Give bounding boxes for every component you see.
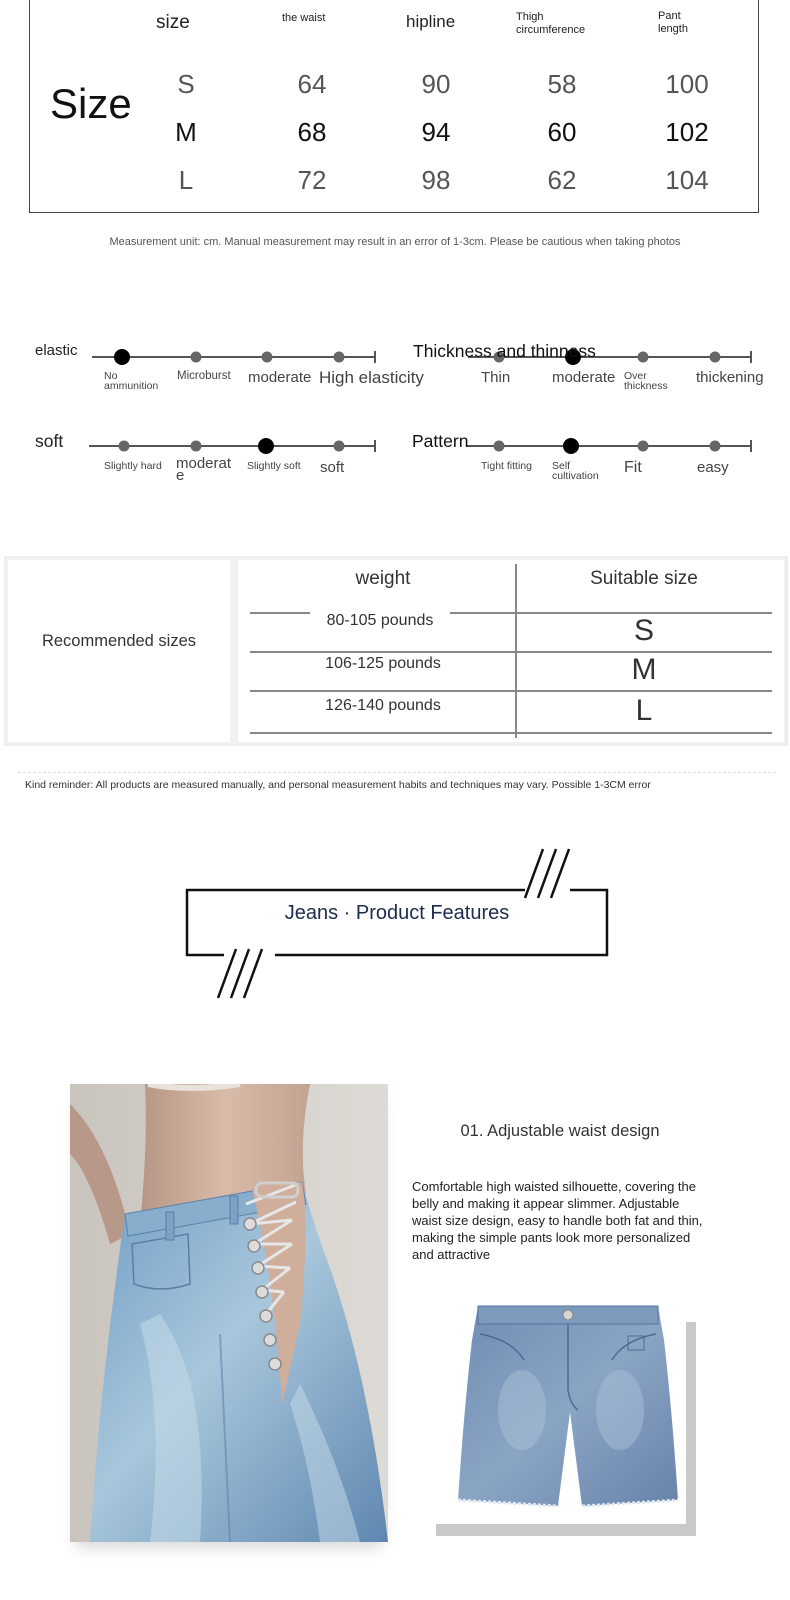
table-divider <box>250 690 772 692</box>
model-jeans-photo <box>70 1084 388 1542</box>
header-pant-length: Pant length <box>658 10 688 35</box>
table-divider <box>250 732 772 734</box>
scale-option-label: Thin <box>481 369 511 386</box>
thigh-cell: 58 <box>547 69 577 99</box>
thigh-cell: 60 <box>547 117 577 147</box>
scale-option-label: thickening <box>696 369 764 386</box>
scale-dot-soft-slightly-soft <box>258 438 274 454</box>
size-cell: M <box>175 117 197 147</box>
scale-dot-pattern-fit <box>638 441 649 452</box>
scale-option-label: Tight fitting <box>481 460 532 472</box>
scale-option-label: Fit <box>624 459 642 476</box>
hipline-cell: 90 <box>421 69 451 99</box>
denim-shorts-image <box>432 1300 702 1540</box>
suitable-size-cell: S <box>633 614 654 647</box>
feature-item-description: Comfortable high waisted silhouette, covering the belly and making it appear slimmer. Adjustable waist size design, easy to handle both fat and thin, making the simple pants look more personalized and attractive <box>412 1179 703 1262</box>
suitable-size-header: Suitable size <box>590 568 698 589</box>
scale-dot-pattern-self-cultivation <box>563 438 579 454</box>
suitable-size-cell: M <box>631 653 657 686</box>
waist-cell: 68 <box>297 117 327 147</box>
thigh-cell: 62 <box>547 165 577 195</box>
weight-cell: 126-140 pounds <box>325 697 441 714</box>
scale-option-label: Microburst <box>177 370 231 382</box>
scale-option-label: moderate <box>552 369 616 386</box>
size-chart-label: Size <box>50 80 132 127</box>
weight-cell: 80-105 pounds <box>310 612 450 630</box>
scale-dot-elastic-moderate <box>262 352 273 363</box>
scale-title-thickness: Thickness and thinness <box>413 341 596 361</box>
scale-dot-thickness-thickening <box>710 352 721 363</box>
waist-cell: 72 <box>297 165 327 195</box>
suitable-size-cell: L <box>635 694 653 727</box>
scale-dot-soft-soft <box>334 441 345 452</box>
hipline-cell: 98 <box>421 165 451 195</box>
length-cell: 100 <box>665 69 709 99</box>
recommended-label-panel <box>8 560 230 742</box>
recommended-sizes-label: Recommended sizes <box>41 632 197 650</box>
scale-dot-pattern-easy <box>710 441 721 452</box>
header-hipline: hipline <box>406 12 456 31</box>
scale-option-label: easy <box>697 459 729 476</box>
length-cell: 104 <box>665 165 709 195</box>
scale-option-label: moderate <box>248 369 312 386</box>
length-cell: 102 <box>665 117 709 147</box>
scale-option-label: Self cultivation <box>552 460 599 482</box>
waist-cell: 64 <box>297 69 327 99</box>
scale-end-tick <box>374 351 376 363</box>
scale-dot-soft-moderate <box>191 441 202 452</box>
weight-header: weight <box>355 568 411 589</box>
dashed-divider <box>18 772 776 773</box>
scale-title-pattern: Pattern <box>412 431 469 451</box>
scale-end-tick <box>750 351 752 363</box>
measurement-note: Measurement unit: cm. Manual measurement may result in an error of 1-3cm. Please be cautious when taking photos <box>109 236 681 248</box>
size-cell: L <box>178 165 194 195</box>
weight-cell: 106-125 pounds <box>325 655 441 672</box>
scale-dot-elastic-microburst <box>191 352 202 363</box>
scale-end-tick <box>750 440 752 452</box>
scale-option-label: Over thickness <box>624 370 668 392</box>
scale-title-soft: soft <box>35 431 64 451</box>
scale-option-label: moderat e <box>176 455 232 484</box>
feature-item-title: 01. Adjustable waist design <box>460 1122 660 1140</box>
scale-dot-soft-slightly-hard <box>119 441 130 452</box>
scale-dot-elastic-high <box>334 352 345 363</box>
scale-dot-thickness-over <box>638 352 649 363</box>
scale-option-label: High elasticity <box>319 368 424 387</box>
scale-end-tick <box>374 440 376 452</box>
scale-dot-elastic-no-ammunition <box>114 349 130 365</box>
scale-option-label: soft <box>320 459 345 476</box>
header-thigh: Thigh circumference <box>516 11 586 36</box>
scale-option-label: Slightly hard <box>104 460 162 472</box>
header-waist: the waist <box>282 12 326 24</box>
size-chart-box <box>29 0 759 213</box>
scale-option-label: Slightly soft <box>247 460 301 472</box>
scale-title-elastic: elastic <box>35 342 78 359</box>
scale-dot-pattern-tight <box>494 441 505 452</box>
feature-title-frame <box>180 845 610 1005</box>
feature-section-title: Jeans · Product Features <box>284 902 510 924</box>
kind-reminder: Kind reminder: All products are measured manually, and personal measurement habits and techniques may vary. Possible 1-3CM error <box>25 779 651 791</box>
scale-option-label: No ammunition <box>104 370 159 392</box>
size-cell: S <box>177 69 195 99</box>
header-size: size <box>156 12 190 33</box>
hipline-cell: 94 <box>421 117 451 147</box>
